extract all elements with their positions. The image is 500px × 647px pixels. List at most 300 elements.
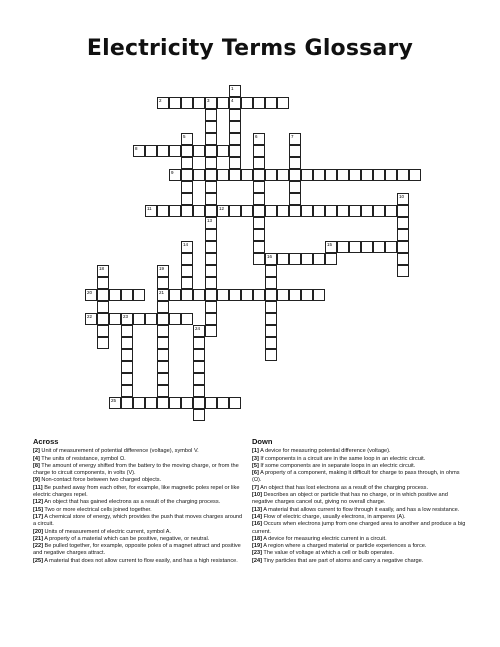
grid-cell[interactable]: [397, 229, 409, 241]
clue-number: [25]: [33, 557, 43, 564]
down-clue: [252, 536, 470, 543]
grid-cell[interactable]: [217, 289, 229, 301]
grid-cell[interactable]: [325, 253, 337, 265]
grid-cell[interactable]: [313, 169, 325, 181]
grid-cell[interactable]: [97, 277, 109, 289]
grid-cell[interactable]: [157, 145, 169, 157]
grid-cell[interactable]: [181, 133, 193, 145]
clue-number: [22]: [33, 543, 43, 550]
grid-cell[interactable]: [157, 289, 169, 301]
grid-cell[interactable]: [121, 373, 133, 385]
grid-cell[interactable]: [193, 145, 205, 157]
page-title: Electricity Terms Glossary: [86, 36, 414, 61]
grid-cell[interactable]: [385, 241, 397, 253]
grid-cell[interactable]: [205, 109, 217, 121]
clue-text: The value of voltage at which a cell or bulb operates.: [261, 550, 395, 557]
grid-cell[interactable]: [205, 193, 217, 205]
cell-number: 20: [87, 289, 93, 295]
clue-text: Describes an object or particle that has no charge, or in which positive and negative charges cancel out, giving no overall charge.: [252, 492, 448, 506]
across-clue: [33, 507, 246, 514]
cell-number: 6: [255, 133, 258, 139]
clue-number: [20]: [33, 528, 43, 535]
grid-cell[interactable]: [253, 193, 265, 205]
grid-cell[interactable]: [157, 385, 169, 397]
across-clue: [33, 514, 246, 529]
cell-number: 14: [183, 241, 189, 247]
grid-cell[interactable]: [181, 205, 193, 217]
across-clue: [33, 463, 246, 478]
grid-cell[interactable]: [229, 133, 241, 145]
down-clue: [252, 448, 470, 455]
clue-text: A property of a component, making it difficult for charge to pass through, in ohms (Ω).: [252, 470, 460, 484]
grid-cell[interactable]: [361, 241, 373, 253]
across-clue: [33, 499, 246, 506]
grid-cell[interactable]: [385, 205, 397, 217]
grid-cell[interactable]: [253, 145, 265, 157]
clue-number: [11]: [33, 484, 43, 491]
grid-cell[interactable]: [265, 277, 277, 289]
clue-text: If components in a circuit are in the same loop in an electric circuit.: [258, 455, 426, 462]
grid-cell[interactable]: [397, 217, 409, 229]
down-clue: [252, 463, 470, 470]
grid-cell[interactable]: [193, 325, 205, 337]
grid-cell[interactable]: [361, 205, 373, 217]
grid-cell[interactable]: [121, 313, 133, 325]
grid-cell[interactable]: [253, 97, 265, 109]
grid-cell[interactable]: [217, 397, 229, 409]
clue-number: [21]: [33, 535, 43, 542]
clue-number: [5]: [252, 462, 259, 469]
clue-number: [10]: [252, 492, 262, 499]
grid-cell[interactable]: [265, 313, 277, 325]
grid-cell[interactable]: [193, 409, 205, 421]
grid-cell[interactable]: [169, 289, 181, 301]
grid-cell[interactable]: [121, 337, 133, 349]
grid-cell[interactable]: [133, 289, 145, 301]
grid-cell[interactable]: [253, 241, 265, 253]
down-clue: [252, 521, 470, 536]
clue-number: [16]: [252, 521, 262, 528]
grid-cell[interactable]: [145, 145, 157, 157]
grid-cell[interactable]: [181, 193, 193, 205]
grid-cell[interactable]: [157, 373, 169, 385]
clue-text: A region where a charged material or particle experiences a force.: [261, 543, 427, 550]
grid-cell[interactable]: [205, 145, 217, 157]
grid-cell[interactable]: [229, 205, 241, 217]
clue-text: If some components are in separate loops in an electric circuit.: [258, 462, 416, 469]
grid-cell[interactable]: [169, 169, 181, 181]
grid-cell[interactable]: [217, 97, 229, 109]
grid-cell[interactable]: [205, 277, 217, 289]
grid-cell[interactable]: [205, 217, 217, 229]
clue-text: A chemical store of energy, which provides the push that moves charges around a circuit.: [33, 513, 243, 528]
grid-cell[interactable]: [277, 169, 289, 181]
grid-cell[interactable]: [253, 133, 265, 145]
clue-text: Units of measurement of electric current, symbol A.: [42, 528, 172, 535]
clue-text: Tiny particles that are part of atoms and carry a negative charge.: [261, 557, 424, 564]
cell-number: 4: [231, 97, 234, 103]
cell-number: 9: [171, 169, 174, 175]
grid-cell[interactable]: [265, 301, 277, 313]
cell-number: 5: [183, 133, 186, 139]
grid-cell[interactable]: [205, 253, 217, 265]
down-clues: [252, 438, 470, 565]
grid-cell[interactable]: [193, 361, 205, 373]
grid-cell[interactable]: [397, 265, 409, 277]
grid-cell[interactable]: [157, 349, 169, 361]
across-clue: [33, 529, 246, 536]
grid-cell[interactable]: [397, 169, 409, 181]
grid-cell[interactable]: [337, 205, 349, 217]
cell-number: 16: [267, 253, 273, 259]
grid-cell[interactable]: [181, 277, 193, 289]
grid-cell[interactable]: [289, 133, 301, 145]
grid-cell[interactable]: [313, 289, 325, 301]
grid-cell[interactable]: [277, 253, 289, 265]
clue-text: Be pulled together, for example, opposite poles of a magnet attract and positive and negative charges attract.: [33, 543, 241, 557]
cell-number: 10: [399, 193, 405, 199]
grid-cell[interactable]: [253, 217, 265, 229]
grid-cell[interactable]: [169, 145, 181, 157]
grid-cell[interactable]: [181, 241, 193, 253]
grid-cell[interactable]: [205, 397, 217, 409]
grid-cell[interactable]: [109, 397, 121, 409]
grid-cell[interactable]: [193, 289, 205, 301]
grid-cell[interactable]: [193, 205, 205, 217]
grid-cell[interactable]: [289, 169, 301, 181]
clue-number: [3]: [252, 455, 259, 462]
cell-number: 24: [195, 325, 201, 331]
cell-number: 21: [159, 289, 165, 295]
across-clue: [33, 536, 246, 543]
grid-cell[interactable]: [205, 205, 217, 217]
grid-cell[interactable]: [205, 181, 217, 193]
grid-cell[interactable]: [205, 241, 217, 253]
down-clue: [252, 507, 470, 514]
clue-number: [17]: [33, 513, 43, 520]
grid-cell[interactable]: [169, 205, 181, 217]
grid-cell[interactable]: [169, 97, 181, 109]
grid-cell[interactable]: [265, 325, 277, 337]
grid-cell[interactable]: [229, 121, 241, 133]
grid-cell[interactable]: [349, 205, 361, 217]
down-clue: [252, 543, 470, 550]
grid-cell[interactable]: [301, 289, 313, 301]
grid-cell[interactable]: [157, 205, 169, 217]
grid-cell[interactable]: [205, 169, 217, 181]
grid-cell[interactable]: [193, 373, 205, 385]
grid-cell[interactable]: [265, 337, 277, 349]
grid-cell[interactable]: [205, 157, 217, 169]
grid-cell[interactable]: [205, 325, 217, 337]
grid-cell[interactable]: [409, 169, 421, 181]
grid-cell[interactable]: [133, 145, 145, 157]
grid-cell[interactable]: [265, 97, 277, 109]
grid-cell[interactable]: [121, 325, 133, 337]
clue-text: The units of resistance, symbol Ω.: [39, 455, 126, 462]
grid-cell[interactable]: [193, 97, 205, 109]
grid-cell[interactable]: [385, 169, 397, 181]
grid-cell[interactable]: [265, 349, 277, 361]
grid-cell[interactable]: [121, 361, 133, 373]
grid-cell[interactable]: [217, 205, 229, 217]
clue-text: A device for measuring electric current in a circuit.: [261, 535, 387, 542]
grid-cell[interactable]: [181, 253, 193, 265]
grid-cell[interactable]: [205, 289, 217, 301]
grid-cell[interactable]: [121, 385, 133, 397]
clue-text: Be pushed away from each other, for example, like magnetic poles repel or like electric charges repel.: [33, 484, 240, 499]
grid-cell[interactable]: [193, 349, 205, 361]
grid-cell[interactable]: [325, 169, 337, 181]
grid-cell[interactable]: [193, 169, 205, 181]
grid-cell[interactable]: [253, 229, 265, 241]
grid-cell[interactable]: [253, 253, 265, 265]
grid-cell[interactable]: [289, 157, 301, 169]
grid-cell[interactable]: [277, 97, 289, 109]
grid-cell[interactable]: [229, 397, 241, 409]
grid-cell[interactable]: [109, 313, 121, 325]
grid-cell[interactable]: [289, 193, 301, 205]
grid-cell[interactable]: [205, 229, 217, 241]
grid-cell[interactable]: [157, 313, 169, 325]
grid-cell[interactable]: [289, 289, 301, 301]
grid-cell[interactable]: [253, 181, 265, 193]
grid-cell[interactable]: [301, 169, 313, 181]
grid-cell[interactable]: [157, 325, 169, 337]
grid-cell[interactable]: [265, 289, 277, 301]
grid-cell[interactable]: [157, 397, 169, 409]
grid-cell[interactable]: [349, 169, 361, 181]
clue-text: An object that has lost electrons as a result of the charging process.: [258, 484, 428, 491]
grid-cell[interactable]: [181, 157, 193, 169]
grid-cell[interactable]: [325, 241, 337, 253]
clue-text: Occurs when electrons jump from one charged area to another and produce a big current.: [252, 521, 466, 535]
down-clue: [252, 558, 470, 565]
grid-cell[interactable]: [193, 385, 205, 397]
grid-cell[interactable]: [301, 253, 313, 265]
clue-text: A device for measuring potential difference (voltage).: [258, 448, 391, 455]
cell-number: 7: [291, 133, 294, 139]
grid-cell[interactable]: [301, 205, 313, 217]
grid-cell[interactable]: [157, 301, 169, 313]
grid-cell[interactable]: [157, 337, 169, 349]
grid-cell[interactable]: [397, 193, 409, 205]
clue-number: [19]: [252, 543, 262, 550]
grid-cell[interactable]: [169, 313, 181, 325]
cell-number: 15: [327, 241, 333, 247]
clue-number: [24]: [252, 557, 262, 564]
cell-number: 13: [207, 217, 213, 223]
clue-number: [23]: [252, 550, 262, 557]
cell-number: 25: [111, 397, 117, 403]
grid-cell[interactable]: [133, 313, 145, 325]
cell-number: 3: [207, 97, 210, 103]
grid-cell[interactable]: [181, 97, 193, 109]
across-clue: [33, 485, 246, 500]
grid-cell[interactable]: [205, 97, 217, 109]
down-heading: Down: [252, 437, 273, 446]
grid-cell[interactable]: [361, 169, 373, 181]
across-clues: [33, 438, 246, 565]
grid-cell[interactable]: [205, 301, 217, 313]
grid-cell[interactable]: [265, 169, 277, 181]
grid-cell[interactable]: [253, 205, 265, 217]
grid-cell[interactable]: [109, 289, 121, 301]
grid-cell[interactable]: [181, 169, 193, 181]
down-clue: [252, 485, 470, 492]
grid-cell[interactable]: [229, 109, 241, 121]
across-clue: [33, 448, 246, 455]
grid-cell[interactable]: [97, 301, 109, 313]
clue-number: [4]: [33, 455, 40, 462]
grid-cell[interactable]: [145, 205, 157, 217]
grid-cell[interactable]: [253, 289, 265, 301]
cell-number: 12: [219, 205, 225, 211]
cell-number: 1: [231, 85, 234, 91]
clue-text: A material that allows current to flow through it easily, and has a low resistance.: [261, 506, 460, 513]
grid-cell[interactable]: [289, 253, 301, 265]
grid-cell[interactable]: [265, 253, 277, 265]
grid-cell[interactable]: [157, 97, 169, 109]
grid-cell[interactable]: [397, 241, 409, 253]
grid-cell[interactable]: [157, 361, 169, 373]
down-clue: [252, 456, 470, 463]
cell-number: 11: [147, 205, 152, 211]
grid-cell[interactable]: [133, 397, 145, 409]
grid-cell[interactable]: [289, 205, 301, 217]
grid-cell[interactable]: [229, 157, 241, 169]
grid-cell[interactable]: [241, 289, 253, 301]
grid-cell[interactable]: [181, 289, 193, 301]
clue-number: [1]: [252, 448, 259, 455]
grid-cell[interactable]: [217, 145, 229, 157]
grid-cell[interactable]: [265, 265, 277, 277]
down-clue: [252, 514, 470, 521]
grid-cell[interactable]: [97, 265, 109, 277]
clue-text: Non-contact force between two charged objects.: [39, 477, 162, 484]
clue-number: [14]: [252, 513, 262, 520]
clue-number: [15]: [33, 506, 43, 513]
clue-number: [13]: [252, 506, 262, 513]
clue-text: Unit of measurement of potential difference (voltage), symbol V.: [39, 448, 199, 455]
across-clue: [33, 543, 246, 558]
down-clue: [252, 492, 470, 507]
grid-cell[interactable]: [289, 181, 301, 193]
clue-number: [9]: [33, 477, 40, 484]
grid-cell[interactable]: [277, 289, 289, 301]
clue-text: An object that has gained electrons as a result of the charging process.: [42, 499, 221, 506]
grid-cell[interactable]: [277, 205, 289, 217]
grid-cell[interactable]: [349, 241, 361, 253]
grid-cell[interactable]: [181, 313, 193, 325]
clue-number: [6]: [252, 470, 259, 477]
grid-cell[interactable]: [205, 133, 217, 145]
grid-cell[interactable]: [205, 121, 217, 133]
grid-cell[interactable]: [181, 181, 193, 193]
grid-cell[interactable]: [217, 169, 229, 181]
cell-number: 22: [87, 313, 93, 319]
down-clue: [252, 470, 470, 485]
grid-cell[interactable]: [373, 205, 385, 217]
grid-cell[interactable]: [205, 265, 217, 277]
grid-cell[interactable]: [229, 169, 241, 181]
across-clue: [33, 477, 246, 484]
grid-cell[interactable]: [157, 277, 169, 289]
grid-cell[interactable]: [97, 337, 109, 349]
grid-cell[interactable]: [325, 205, 337, 217]
grid-cell[interactable]: [97, 325, 109, 337]
grid-cell[interactable]: [397, 253, 409, 265]
grid-cell[interactable]: [181, 397, 193, 409]
clue-text: Two or more electrical cells joined together.: [42, 506, 152, 513]
grid-cell[interactable]: [373, 241, 385, 253]
down-clue: [252, 550, 470, 557]
grid-cell[interactable]: [397, 205, 409, 217]
grid-cell[interactable]: [97, 313, 109, 325]
grid-cell[interactable]: [97, 289, 109, 301]
clue-number: [2]: [33, 448, 40, 455]
grid-cell[interactable]: [229, 85, 241, 97]
grid-cell[interactable]: [337, 241, 349, 253]
clue-text: A property of a material which can be positive, negative, or neutral.: [42, 535, 210, 542]
clue-number: [8]: [33, 462, 40, 469]
clue-number: [7]: [252, 484, 259, 491]
grid-cell[interactable]: [313, 205, 325, 217]
grid-cell[interactable]: [337, 169, 349, 181]
clue-text: The amount of energy shifted from the battery to the moving charge, or from the charge to circuit components, in volts (V).: [33, 462, 239, 477]
grid-cell[interactable]: [229, 289, 241, 301]
grid-cell[interactable]: [85, 289, 97, 301]
grid-cell[interactable]: [145, 313, 157, 325]
clue-number: [12]: [33, 499, 43, 506]
grid-cell[interactable]: [181, 265, 193, 277]
grid-cell[interactable]: [313, 253, 325, 265]
grid-cell[interactable]: [169, 397, 181, 409]
grid-cell[interactable]: [241, 205, 253, 217]
clue-text: A material that does not allow current to flow easily, and has a high resistance.: [42, 557, 238, 564]
grid-cell[interactable]: [121, 349, 133, 361]
grid-cell[interactable]: [253, 157, 265, 169]
grid-cell[interactable]: [193, 337, 205, 349]
across-clue: [33, 456, 246, 463]
across-clue: [33, 558, 246, 565]
grid-cell[interactable]: [241, 169, 253, 181]
clue-text: Flow of electric charge, usually electrons, in amperes (A).: [261, 513, 406, 520]
grid-cell[interactable]: [265, 205, 277, 217]
cell-number: 2: [159, 97, 162, 103]
grid-cell[interactable]: [373, 169, 385, 181]
grid-cell[interactable]: [121, 397, 133, 409]
grid-cell[interactable]: [241, 97, 253, 109]
grid-cell[interactable]: [205, 313, 217, 325]
grid-cell[interactable]: [193, 397, 205, 409]
grid-cell[interactable]: [229, 145, 241, 157]
cell-number: 19: [159, 265, 165, 271]
cell-number: 23: [123, 313, 129, 319]
grid-cell[interactable]: [85, 313, 97, 325]
grid-cell[interactable]: [289, 145, 301, 157]
grid-cell[interactable]: [121, 289, 133, 301]
grid-cell[interactable]: [181, 145, 193, 157]
grid-cell[interactable]: [229, 97, 241, 109]
clue-number: [18]: [252, 535, 262, 542]
grid-cell[interactable]: [253, 169, 265, 181]
grid-cell[interactable]: [145, 397, 157, 409]
cell-number: 18: [99, 265, 105, 271]
across-heading: Across: [33, 437, 59, 446]
cell-number: 8: [135, 145, 138, 151]
grid-cell[interactable]: [157, 265, 169, 277]
